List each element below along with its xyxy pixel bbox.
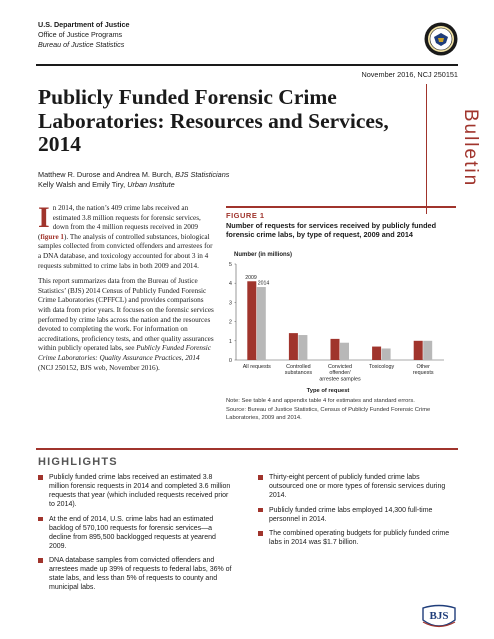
highlight-item <box>38 556 234 592</box>
series-label-2009: 2009 <box>245 274 257 281</box>
highlight-item <box>38 515 234 551</box>
bar-2009-1 <box>289 333 298 360</box>
agency-bureau: Bureau of Justice Statistics <box>38 40 125 49</box>
y-tick-label: 4 <box>228 281 232 288</box>
bar-2009-3 <box>372 347 381 360</box>
x-tick-label: Other requests <box>412 364 434 377</box>
bullet-square-icon <box>38 517 43 522</box>
figure-rule <box>226 206 456 208</box>
x-tick-label: All requests <box>242 364 271 370</box>
highlights-right-column <box>258 473 454 553</box>
bar-2009-0 <box>247 281 256 360</box>
bullet-square-icon <box>258 508 263 513</box>
highlight-text: Publicly funded crime labs employed 14,300 full-time personnel in 2014. <box>269 506 433 523</box>
authors-line1: Matthew R. Durose and Andrea M. Burch, <box>38 170 176 179</box>
highlight-text: At the end of 2014, U.S. crime labs had an estimated backlog of 570,100 requests for forensic services—a decline from 895,500 backlogged requests at yearend 2009. <box>49 515 216 550</box>
x-axis-label: Type of request <box>306 388 350 394</box>
figure-title: Number of requests for services received by publicly funded forensic crime labs, by type of request, 2009 and 2014 <box>226 221 437 239</box>
x-tick-label: Controlled substances <box>284 364 313 377</box>
related-report-title: Publicly Funded Forensic Crime Laboratories: Quality Assurance Practices, 2014 <box>38 344 211 362</box>
y-tick-label: 5 <box>228 262 232 268</box>
bullet-square-icon <box>258 531 263 536</box>
bar-2014-0 <box>257 287 266 360</box>
header-rule <box>36 64 458 66</box>
bar-2014-2 <box>340 343 349 360</box>
figure-1-link[interactable]: figure 1 <box>40 232 65 241</box>
highlight-text: Publicly funded crime labs received an estimated 3.8 million forensic requests in 2014 and completed 3.6 million requests that year (which included requests received prior to 2014). <box>49 474 231 508</box>
bulletin-label: Bulletin <box>460 108 481 188</box>
y-tick-label: 0 <box>228 358 232 364</box>
authors-role2: Urban Institute <box>127 179 175 189</box>
figure-note: Note: See table 4 and appendix table 4 for estimates and standard errors. <box>226 398 415 404</box>
highlights-heading: HIGHLIGHTS <box>38 456 118 468</box>
agency-department: U.S. Department of Justice <box>38 20 130 29</box>
series-label-2014: 2014 <box>257 280 270 287</box>
agency-block <box>38 20 129 50</box>
figure-source: Source: Bureau of Justice Statistics, Census of Publicly Funded Forensic Crime Laboratories, 2009 and 2014. <box>226 407 431 421</box>
highlights-left-column <box>38 473 234 598</box>
body-paragraph-2 <box>38 277 214 373</box>
highlights-rule <box>36 448 458 450</box>
figure-notes <box>226 398 454 424</box>
requests-bar-chart <box>222 248 458 396</box>
x-tick-label: Convicted offender/ arrestee samples <box>319 364 361 383</box>
bar-2009-4 <box>414 341 423 360</box>
agency-office: Office of Justice Programs <box>38 30 123 39</box>
highlight-item <box>258 506 454 524</box>
bullet-square-icon <box>38 475 43 480</box>
highlight-item <box>258 529 454 547</box>
report-dateline: November 2016, NCJ 250151 <box>361 70 458 79</box>
bar-2014-4 <box>423 341 432 360</box>
y-tick-label: 3 <box>228 300 232 307</box>
highlight-item <box>258 473 454 500</box>
bullet-square-icon <box>258 475 263 480</box>
body-paragraph-1 <box>38 201 214 271</box>
figure-label: FIGURE 1 <box>226 211 265 220</box>
y-axis-label: Number (in millions) <box>234 252 293 258</box>
bullet-square-icon <box>38 558 43 563</box>
bar-2009-2 <box>331 339 340 360</box>
bar-2014-3 <box>382 348 391 360</box>
authors-role1: BJS Statisticians <box>175 170 230 179</box>
bjs-logo-icon <box>420 604 458 630</box>
bjs-logo-text: BJS <box>429 610 449 622</box>
authors <box>38 170 229 189</box>
body-p1-text: n 2014, the nation’s 409 crime labs received an estimated 3.8 million requests for forensic services, down from the 4 million requests received in 2009 ( <box>38 204 201 241</box>
x-tick-label: Toxicology <box>369 364 395 370</box>
highlight-text: Thirty-eight percent of publicly funded crime labs outsourced one or more types of forensic services during 2014. <box>269 474 446 499</box>
body-p1-text-end: ). The analysis of controlled substances, biological samples collected from convicted offenders and arrestees for a DNA database, and toxicology accounted for about 3 in 4 requests submitted to crime labs in both 2009 and 2014. <box>38 232 213 270</box>
highlight-item <box>38 473 234 509</box>
y-tick-label: 1 <box>228 338 232 345</box>
bar-2014-1 <box>298 335 307 360</box>
report-title: Publicly Funded Forensic Crime Laboratories: Resources and Services, 2014 <box>38 85 389 156</box>
authors-line2: Kelly Walsh and Emily Tiry, <box>38 179 128 189</box>
highlight-text: The combined operating budgets for publicly funded crime labs in 2014 was $1.7 billion. <box>269 530 450 546</box>
body-p2-text-end: (NCJ 250152, BJS web, November 2016). <box>38 363 160 372</box>
drop-cap: I <box>38 201 50 234</box>
body-p2-text: This report summarizes data from the Bureau of Justice Statistics’ (BJS) 2014 Census of Publicly Funded Forensic Crime Laboratories (CPFFCL) and provides comparisons with data from prior years. It focuses on the forensic services performed by crime labs across the nation and the resources devoted to completing the work. For information on accreditations, proficiency tests, and other quality assurances within publicly operated labs, see <box>38 277 214 353</box>
body-text <box>38 201 214 379</box>
y-tick-label: 2 <box>228 319 232 326</box>
doj-seal-icon <box>424 22 458 56</box>
highlight-text: DNA database samples from convicted offenders and arrestees made up 39% of requests to federal labs, 36% of state labs, and less than 5% of requests to county and municipal labs. <box>49 557 232 591</box>
